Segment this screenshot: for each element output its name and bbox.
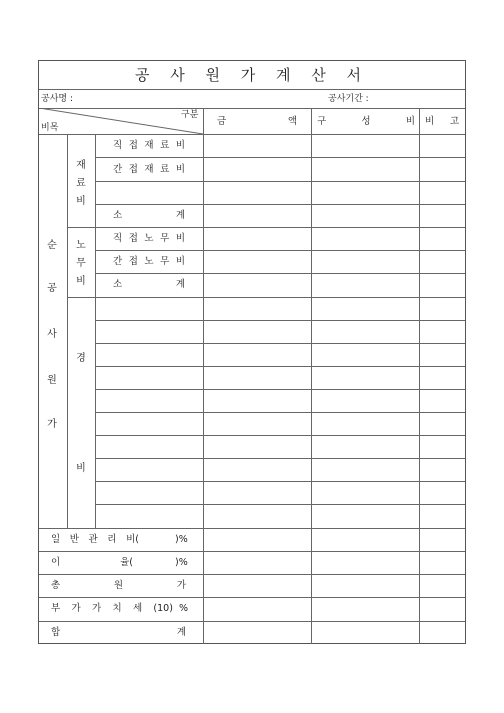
row-line (95, 250, 465, 251)
row-line (95, 481, 465, 482)
net-cost-char: 공 (47, 283, 57, 294)
row-line (39, 574, 465, 575)
row-line (95, 204, 465, 205)
divider (419, 108, 420, 644)
row-grand-total: 합 계 (51, 627, 186, 638)
corner-label-category: 구분 (181, 110, 199, 120)
item-direct-material: 직 접 재 료 비 (113, 140, 185, 151)
item-indirect-material: 간 접 재 료 비 (113, 164, 185, 175)
document-title: 공 사 원 가 계 산 서 (134, 66, 370, 84)
material-cost-char: 료 (76, 178, 86, 189)
column-header-amount: 금 액 (217, 116, 297, 127)
item-material-subtotal: 소 계 (113, 210, 185, 221)
row-line (95, 389, 465, 390)
net-cost-char: 순 (47, 240, 57, 251)
expense-char: 비 (76, 463, 86, 474)
divider (39, 134, 465, 135)
labor-cost-char: 비 (76, 276, 86, 287)
material-cost-char: 재 (76, 160, 86, 171)
row-line (39, 621, 465, 622)
row-line (95, 320, 465, 321)
row-line (67, 297, 465, 298)
row-line (95, 412, 465, 413)
net-cost-char: 가 (47, 419, 57, 430)
row-line (95, 157, 465, 158)
corner-diagonal (39, 108, 203, 134)
project-name-label: 공사명 : (41, 94, 73, 104)
expense-char: 경 (76, 353, 86, 364)
row-line (95, 366, 465, 367)
column-header-remarks: 비 고 (425, 116, 459, 127)
row-line (95, 273, 465, 274)
item-labor-subtotal: 소 계 (113, 279, 185, 290)
row-line (39, 551, 465, 552)
row-line (39, 597, 465, 598)
project-period-label: 공사기간 : (328, 94, 369, 104)
divider (95, 134, 96, 528)
divider (311, 108, 312, 644)
row-line (95, 458, 465, 459)
row-line (95, 504, 465, 505)
column-header-composition: 구 성 비 (317, 116, 415, 127)
divider (67, 134, 68, 528)
corner-label-cost-item: 비목 (41, 123, 59, 133)
divider (203, 108, 204, 644)
net-cost-char: 원 (47, 375, 57, 386)
item-direct-labor: 직 접 노 무 비 (113, 233, 185, 244)
labor-cost-char: 무 (76, 258, 86, 269)
labor-cost-char: 노 (76, 240, 86, 251)
material-cost-char: 비 (76, 196, 86, 207)
row-line (67, 227, 465, 228)
divider (39, 89, 465, 90)
row-total-cost: 총 원 가 (51, 580, 186, 591)
row-line (39, 528, 465, 529)
item-indirect-labor: 간 접 노 무 비 (113, 256, 185, 267)
net-cost-char: 사 (47, 329, 57, 340)
row-line (95, 343, 465, 344)
cost-statement-sheet: 공 사 원 가 계 산 서 공사명 : 공사기간 : 구분 비목 금 액 구 성 비 비 고 순 공 사 원 가 재 료 비 노 무 비 경 비 직 접 재 료 비 간 접 재 료 비 소 계 직 접 노 무 비 간 접 노 무 비 소 계 일 반 관 리 비( )% 이 율( )% 총 원 가 부 가 가 치 세 (10) % 합 계 (38, 60, 466, 644)
row-line (95, 181, 465, 182)
row-line (95, 435, 465, 436)
